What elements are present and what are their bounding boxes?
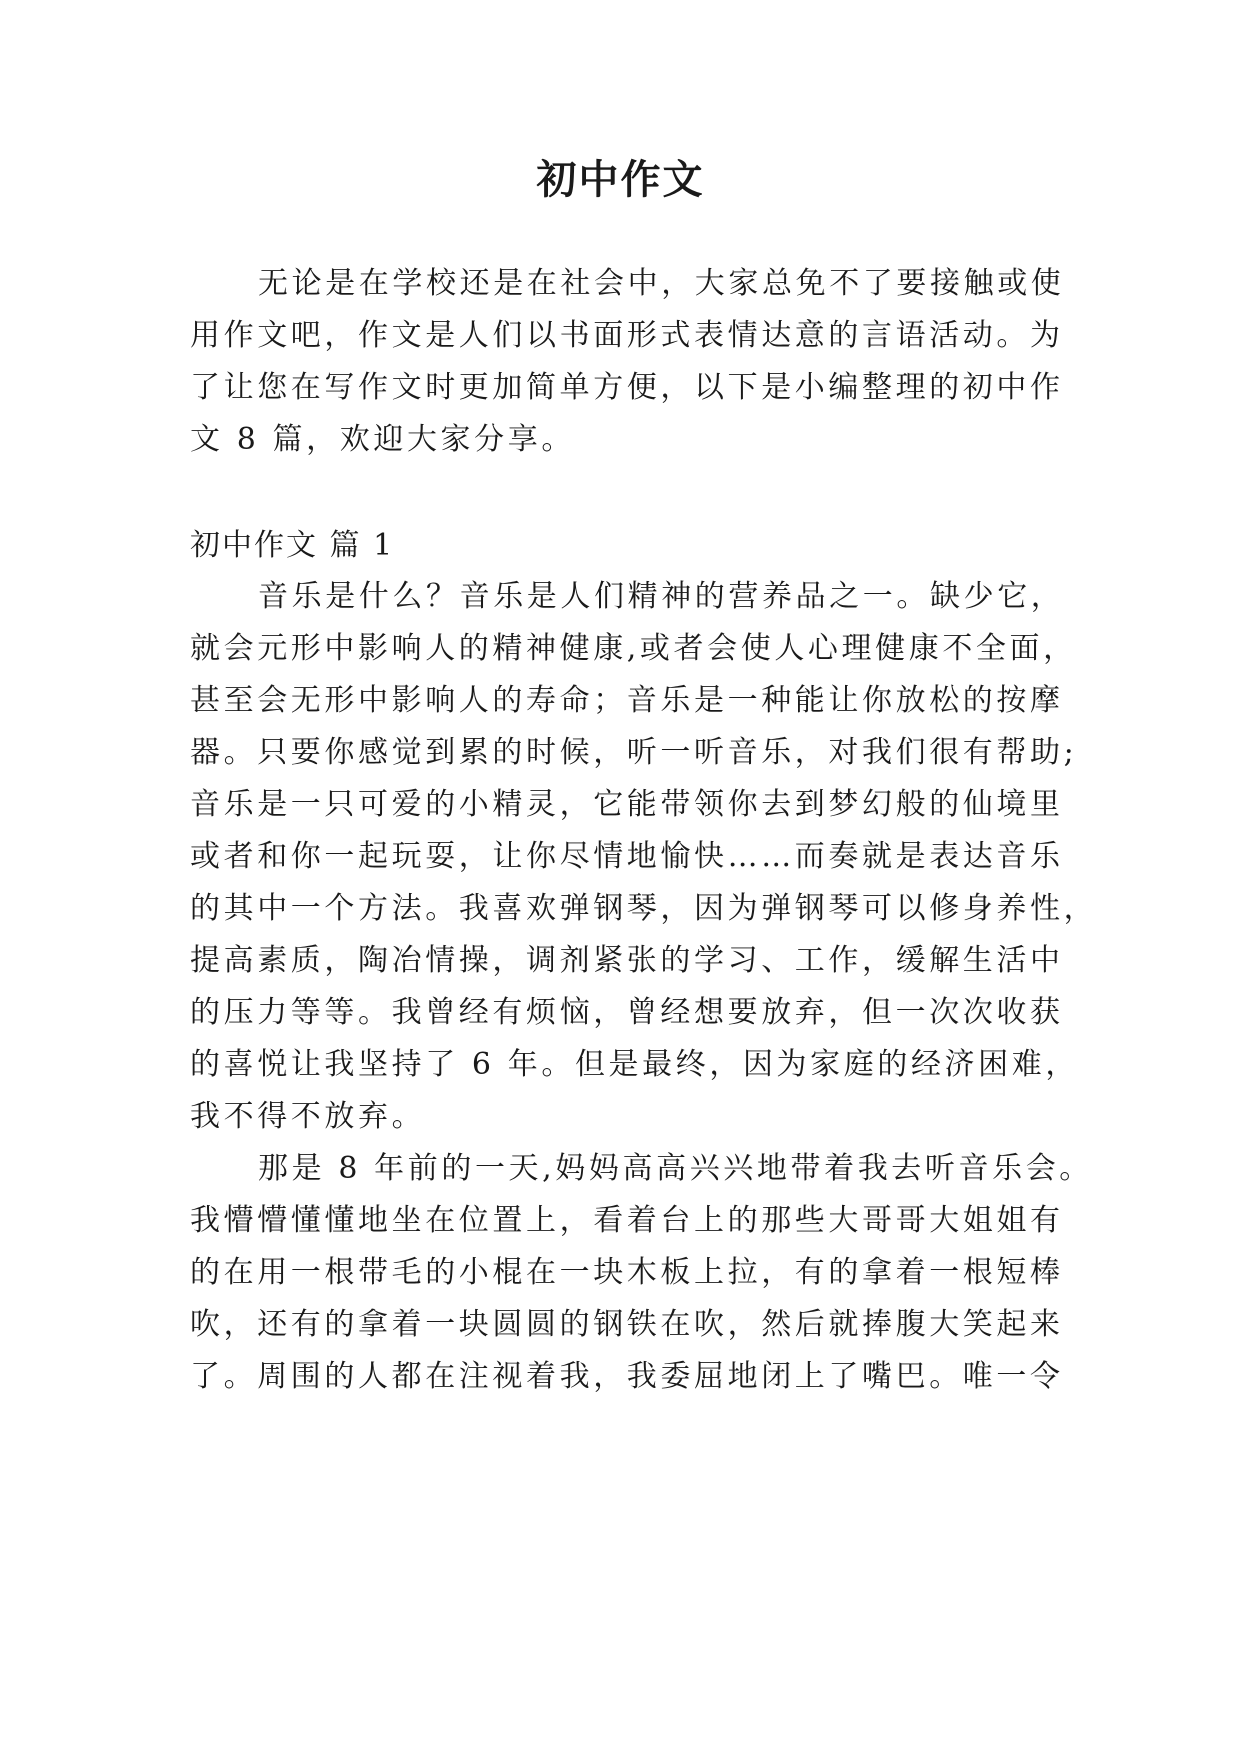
- intro-line: 了让您在写作文时更加简单方便，以下是小编整理的初中作: [190, 370, 1064, 405]
- intro-line: 用作文吧，作文是人们以书面形式表情达意的言语活动。为: [190, 318, 1064, 353]
- paragraph-line: 的压力等等。我曾经有烦恼，曾经想要放弃，但一次次收获: [190, 995, 1064, 1030]
- paragraph-line: 音乐是什么？音乐是人们精神的营养品之一。缺少它，: [258, 579, 1065, 614]
- paragraph-line: 器。只要你感觉到累的时候，听一听音乐，对我们很有帮助;: [190, 735, 1078, 770]
- paragraph-line: 甚至会无形中影响人的寿命；音乐是一种能让你放松的按摩: [190, 683, 1064, 718]
- paragraph-line: 的喜悦让我坚持了 6 年。但是最终，因为家庭的经济困难，: [190, 1047, 1079, 1082]
- paragraph-line: 提高素质，陶冶情操，调剂紧张的学习、工作，缓解生活中: [190, 943, 1064, 978]
- paragraph-line: 就会元形中影响人的精神健康,或者会使人心理健康不全面，: [190, 631, 1077, 666]
- paragraph-line: 我懵懵懂懂地坐在位置上，看着台上的那些大哥哥大姐姐有: [190, 1203, 1064, 1238]
- document-title: 初中作文: [536, 156, 705, 203]
- paragraph-line: 的其中一个方法。我喜欢弹钢琴，因为弹钢琴可以修身养性，: [190, 891, 1098, 926]
- intro-line: 无论是在学校还是在社会中，大家总免不了要接触或使: [258, 266, 1065, 301]
- intro-line: 文 8 篇，欢迎大家分享。: [190, 422, 575, 457]
- paragraph-line: 我不得不放弃。: [190, 1099, 426, 1134]
- paragraph-line: 那是 8 年前的一天,妈妈高高兴兴地带着我去听音乐会。: [258, 1151, 1093, 1186]
- paragraph-line: 或者和你一起玩耍，让你尽情地愉快……而奏就是表达音乐: [190, 839, 1064, 874]
- paragraph-line: 吹，还有的拿着一块圆圆的钢铁在吹，然后就捧腹大笑起来: [190, 1307, 1064, 1342]
- paragraph-line: 的在用一根带毛的小棍在一块木板上拉，有的拿着一根短棒: [190, 1255, 1064, 1290]
- section-heading: 初中作文 篇 1: [190, 528, 395, 563]
- paragraph-line: 了。周围的人都在注视着我，我委屈地闭上了嘴巴。唯一令: [190, 1359, 1064, 1394]
- paragraph-line: 音乐是一只可爱的小精灵，它能带领你去到梦幻般的仙境里: [190, 787, 1064, 822]
